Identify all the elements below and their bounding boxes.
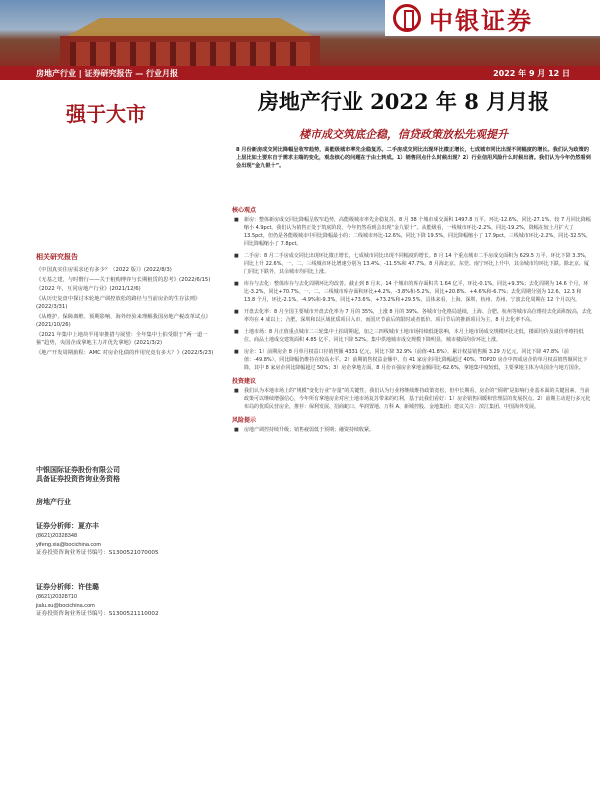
related-item[interactable]: 《2022 年，互同房地产行业》(2021/12/6) xyxy=(36,286,141,293)
related-item[interactable]: 《无基之建，与时偕行——关于租购博弈与长期租赁的思考》(2022/6/15) xyxy=(36,276,211,283)
analyst-card xyxy=(36,582,159,619)
related-heading: 相关研究报告 xyxy=(36,253,78,261)
related-item[interactable]: 《从历史复盘中探讨本轮地产调控放松的路径与当前房企的生存法则》(2022/3/31) xyxy=(36,296,201,311)
invest-heading: 投资建议 xyxy=(232,378,257,385)
category-bar xyxy=(0,66,600,80)
point-item: ■ 新房：整体新房成交同比降幅呈收窄趋势，高能级城市率先企稳复苏。8 月 38 个城市成交面积 1497.8 万平，环比-12.6%，同比-27.1%，较 7 月同比降幅缩小 4.9pct。我们认为销售正处于筑底阶段，今年仍然看到会出现“金九银十”。从能级看，一线城市环比-2.2%，同比-19.2%，降幅在较上月扩大了 13.5pct，但仍是各能级城市中同比降幅最小的；二线城市环比-12.6%，同比下降 19.5%，同比降幅缩小了 17.9pct。三线城市环比-2.2%，同比-32.5%，同比降幅缩小了 7.8pct。 xyxy=(232,216,592,248)
boc-logo-icon xyxy=(393,4,421,32)
core-heading: 核心观点 xyxy=(232,207,257,214)
analyst-name: 证券分析师：夏亦丰 xyxy=(36,522,99,530)
point-item: ■ 土地市场：8 月正值重点城市二三轮集中土拍周期起，加之三四线城市土地市场持续低迷影响，本月土地市场成交规模环比走低，楼面均价及溢价率维持低位。商品土地成交建筑面积 4.85 亿平，同比下降 52%。集中供地城市成交规模下降明显，城市楼面均价环比上涨。 xyxy=(232,328,592,344)
analyst-name: 证券分析师：许佳璐 xyxy=(36,583,99,591)
related-list xyxy=(36,266,214,359)
related-item[interactable]: 《中国真实住房需求还有多少？（2022 版）》(2022/8/3) xyxy=(36,267,172,273)
main-content xyxy=(232,202,592,438)
analyst-phone: (8621)20328348 xyxy=(36,532,78,539)
related-item[interactable]: 《从维护、保障离维、预期影响、海外经验来理解我国房地产税改革试点》(2021/10/26) xyxy=(36,314,211,329)
summary-paragraph: 8 月份新房成交同比降幅呈收窄趋势，高能级城市率先企稳复苏。二手房成交同比出现环比微正增长，七成城市同比出现不同幅度的增长。我们认为政策的上层比如土要东自于需求主端的变化，观念核心的问题在于由土转成。1）销售回点什么时候出现？2）行业信用风险什么时候出清。我们认为今年仍然看到会出现“金九银十”。 xyxy=(236,147,591,170)
rating-label: 强于大市 xyxy=(66,102,146,126)
analyst-card xyxy=(36,521,159,558)
related-item[interactable]: 《地产开发周期旅程：AMC 对房企化债的作用究竟有多大？》(2022/5/23) xyxy=(36,349,214,356)
org-name: 中银国际证券股份有限公司 xyxy=(36,466,120,474)
report-date: 2022 年 9 月 12 日 xyxy=(493,68,570,78)
related-item[interactable]: 《2021 年集中上地块半用审推措与展望：全年集中土拍受限于“两一道一箍”趋势，央国企成拿地主力并优先拿地》(2021/3/2) xyxy=(36,331,208,347)
title-block xyxy=(216,86,591,142)
palace-roof-graphic xyxy=(40,18,340,38)
logo-text: 中银证券 xyxy=(429,6,533,35)
palace-columns-graphic xyxy=(70,42,310,66)
analyst-cert: 证券投资咨询业务证书编号：S1300521110002 xyxy=(36,611,159,618)
point-item: ■ 房企：1）前期房企 8 月单月权益口径销售额 4331 亿元，同比下降 32.9%（前值-41.8%），累计权益销售额 3.29 万亿元，同比下降 47.8%（前值：-49.8%），同比降幅仍维持在较高水平。2）前期销售权益金额中，有 41 家房企同比降幅超过 40%，TOP20 房企中四成房企的单月权益销售额同比下降，其中 8 家房企同比降幅超过 50%；3）房企拿地方面，8 月份百强房企拿地金额同比-62.6%，拿地集中度较低，主要拿地主体为央国企与地方国企。 xyxy=(232,348,592,372)
report-title: 房地产行业 2022 年 8 月月报 xyxy=(257,89,550,114)
analyst-email[interactable]: yifeng.xia@bocichina.com xyxy=(36,541,102,548)
industry-label: 房地产行业 xyxy=(36,498,71,506)
point-item: ■ 库存与去化：整体库存与去化周期环比均改善。截止到 8 月末，14 个城市的库存面积共 1.64 亿平，环比-0.1%，同比+9.3%；去化周期为 14.6 个月，环比-3.2%，同比+70.7%。一、二、三线城市库存面积环比+4.2%、-3.8%和-5.2%，同比+20.8%、+4.6%和-6.7%；去化周期分别为 12.6、12.3 和 13.8 个月，环比-2.1%、-4.9%和-9.3%，同比+73.6%、+73.2%和+29.5%，具体来看，上海、深圳、杭州、苏州、宁波去化周期在 12 个月以内。 xyxy=(232,280,592,304)
risk-item: ■ 房地产调控持续升级；销售疲弱低于预期；融资持续收紧。 xyxy=(232,426,592,434)
category-label: 房地产行业 | 证券研究报告 — 行业月报 xyxy=(36,68,179,78)
org-qualification: 具备证券投资咨询业务资格 xyxy=(36,475,120,484)
report-subtitle: 楼市成交筑底企稳，信贷政策放松先观提升 xyxy=(299,128,508,141)
org-block xyxy=(36,466,120,485)
point-item: ■ 二手房：8 月二手房成交同比出现环比微正增长，七成城市同比出现不同幅度的增长。8 月 14 个重点城市二手房成交面积为 629.5 万平，环比下降 3.3%，同比上升 22.6%。一、二、三线城市环比增速分别为 13.4%、-11.5%和 47.7%。8 月海北京、东莞、南宁环比上升中，其余城市均环比下跌。除北京、厦门同比下跌外，其余城市均同比上涨。 xyxy=(232,252,592,276)
analyst-email[interactable]: jialu.xu@bocichina.com xyxy=(36,602,95,609)
invest-item: ■ 我们认为本地市场上的“规模”变化行业“存量”的关键性，我们认为行业将继续维持政策宽松，但中长期看，房企的“预期”是影响行业基本面的关键因素。当前政策可以继续增强信心，今年所有拿地房企对应土地市场复苏带来的红利，基于此我们看好：1）房企销售回暖和管理层的发展拐点。2）前期主动进行多元化布局的优质民营房企，推荐：保利发展、招商蛇口、华润置地、万科 A、新城控股、金地集团；建议关注：滨江集团、中国海外发展。 xyxy=(232,387,592,411)
logo xyxy=(385,0,600,36)
header-banner xyxy=(0,0,600,66)
risk-heading: 风险提示 xyxy=(232,417,257,424)
point-item: ■ 开盘去化率：8 月全国主要城市开盘去化率为 7 月的 35%，上涨 8 月的 39%。各城市分化格局延续，上海、合肥、杭州等城市高位维持去化面积较高，去化率均在 4 成以上；合肥、深圳和以区域优质项目入市，而国庆节前后的限时或者低价、项目节后的推新项目为主，8 月去化率不高。 xyxy=(232,308,592,324)
analyst-phone: (8621)20328710 xyxy=(36,593,78,600)
sidebar xyxy=(0,80,215,800)
analyst-cert: 证券投资咨询业务证书编号：S1300521070005 xyxy=(36,550,159,557)
